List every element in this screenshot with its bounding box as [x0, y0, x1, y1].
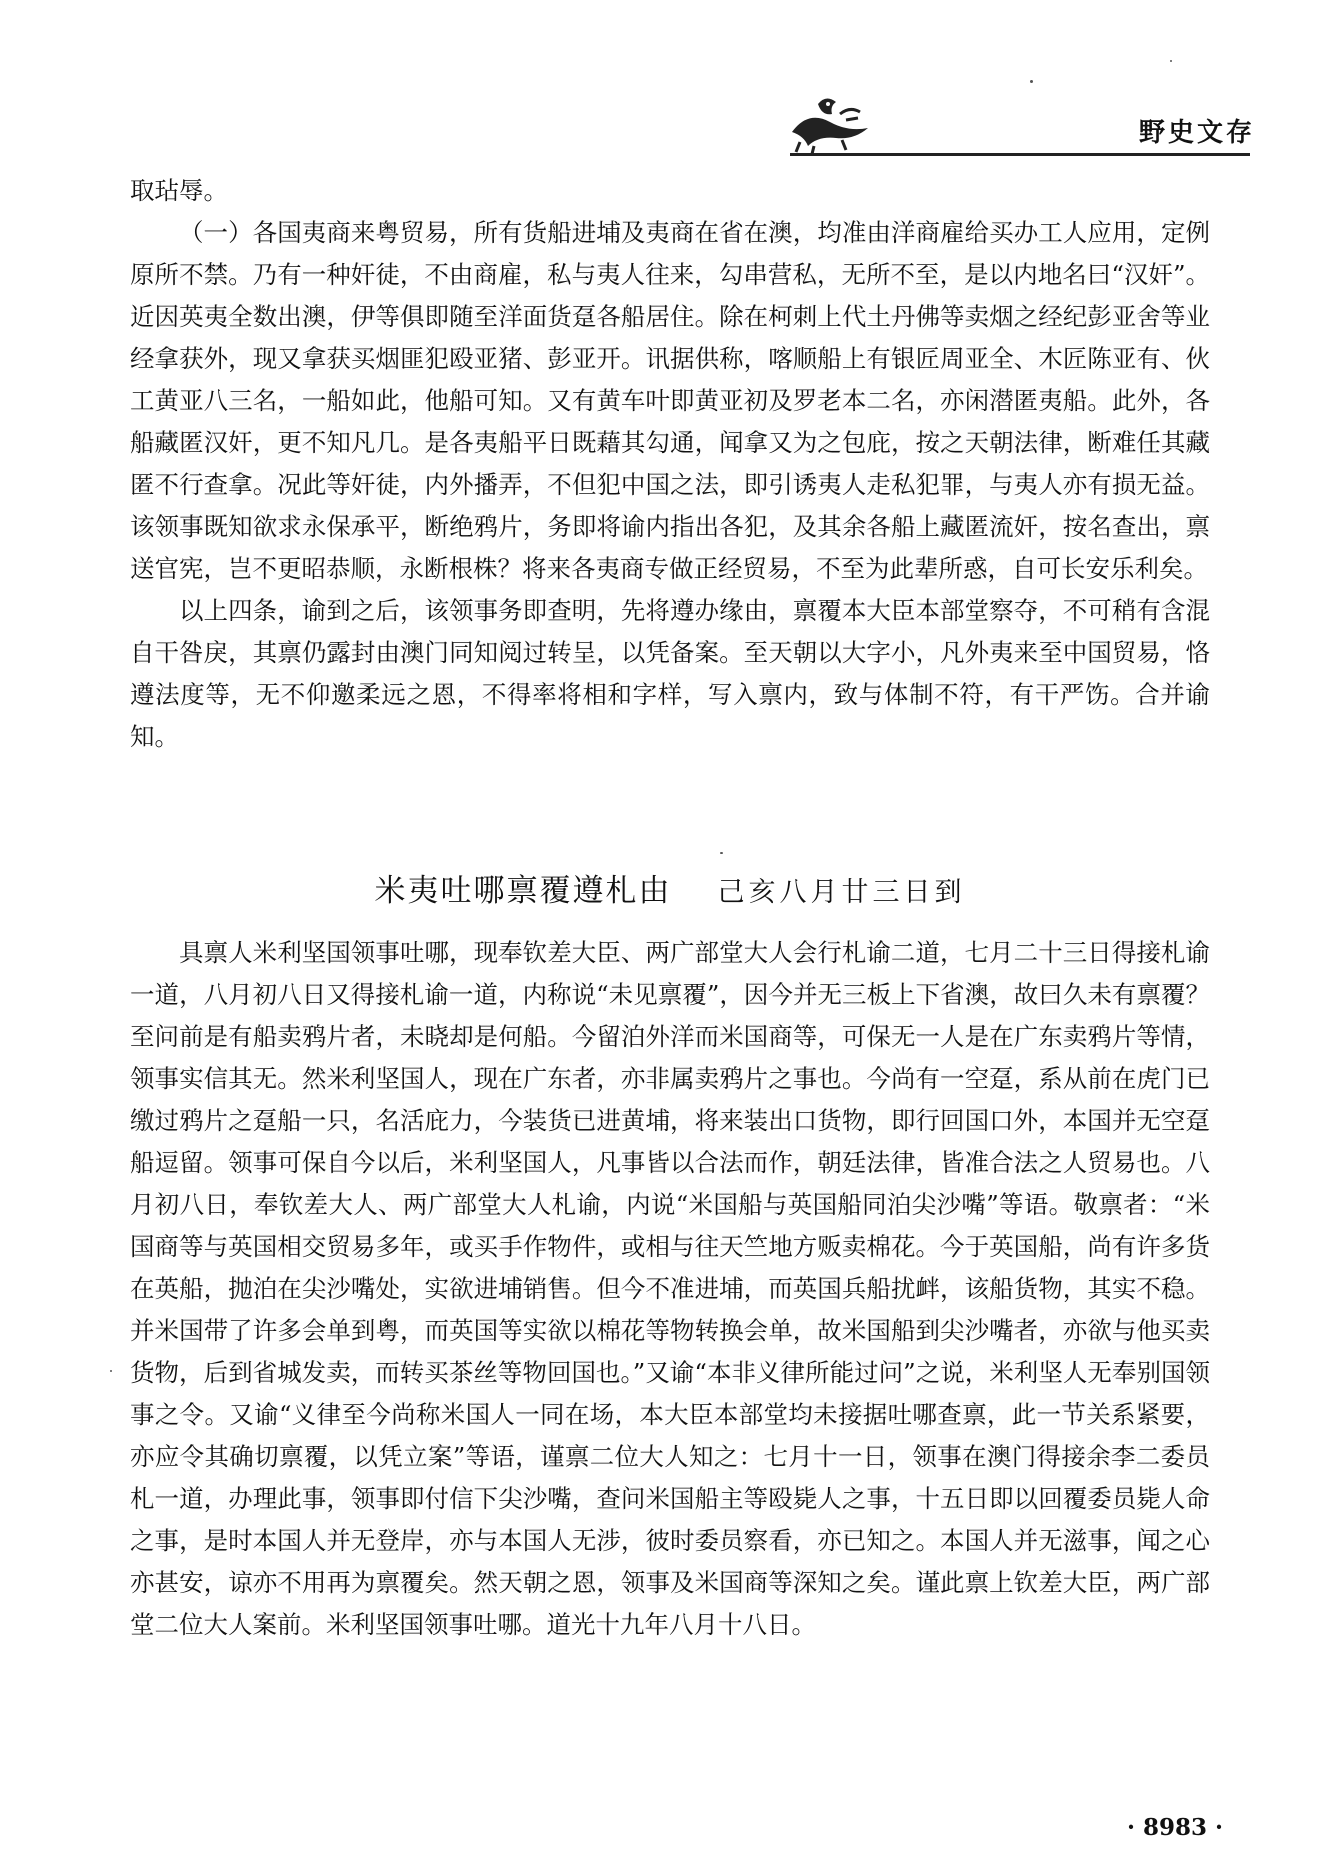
section-two-body: [130, 932, 1210, 1646]
page-number: · 8983 ·: [1126, 1814, 1224, 1841]
section-title: 米夷吐哪禀覆遵札由: [374, 873, 672, 909]
dragon-emblem-icon: [788, 92, 874, 156]
scan-speck: [1030, 80, 1033, 83]
paragraph: （一）各国夷商来粤贸易，所有货船进埔及夷商在省在澳，均准由洋商雇给买办工人应用，定例原所不禁。乃有一种奸徒，不由商雇，私与夷人往来，勾串营私，无所不至，是以内地名曰“汉奸”。近因英夷全数出澳，伊等俱即随至洋面货趸各船居住。除在柯刺上代土丹佛等卖烟之经纪彭亚舍等业经拿获外，现又拿获买烟匪犯殴亚猪、彭亚开。讯据供称，喀顺船上有银匠周亚全、木匠陈亚有、伙工黄亚八三名，一船如此，他船可知。又有黄车叶即黄亚初及罗老本二名，亦闲潜匿夷船。此外，各船藏匿汉奸，更不知凡几。是各夷船平日既藉其勾通，闻拿又为之包庇，按之天朝法律，断难任其藏匿不行查拿。况此等奸徒，内外播弄，不但犯中国之法，即引诱夷人走私犯罪，与夷人亦有损无益。该领事既知欲求永保承平，断绝鸦片，务即将谕内指出各犯，及其余各船上藏匿流奸，按名查出，禀送官宪，岂不更昭恭顺，永断根株？将来各夷商专做正经贸易，不至为此辈所惑，自可长安乐利矣。: [130, 218, 1210, 583]
section-date: 己亥八月廿三日到: [717, 877, 966, 908]
section-heading: [130, 865, 1210, 910]
running-header-title: 野史文存: [1138, 118, 1255, 148]
page-header: [0, 0, 1322, 170]
scan-speck: [1170, 60, 1172, 62]
section-one-body: [130, 170, 1210, 758]
paragraph: 取玷辱。: [130, 176, 228, 205]
scan-speck: [720, 852, 723, 854]
header-rule: [790, 153, 1250, 156]
paragraph: 以上四条，谕到之后，该领事务即查明，先将遵办缘由，禀覆本大臣本部堂察夺，不可稍有含混自干咎戾，其禀仍露封由澳门同知阅过转呈，以凭备案。至天朝以大字小，凡外夷来至中国贸易，恪遵法度等，无不仰邀柔远之恩，不得率将相和字样，写入禀内，致与体制不符，有干严饬。合并谕知。: [130, 596, 1210, 751]
scan-speck: [110, 1370, 112, 1372]
paragraph: 具禀人米利坚国领事吐哪，现奉钦差大臣、两广部堂大人会行札谕二道，七月二十三日得接札谕一道，八月初八日又得接札谕一道，内称说“未见禀覆”，因今并无三板上下省澳，故曰久未有禀覆？至问前是有船卖鸦片者，未晓却是何船。今留泊外洋而米国商等，可保无一人是在广东卖鸦片等情，领事实信其无。然米利坚国人，现在广东者，亦非属卖鸦片之事也。今尚有一空趸，系从前在虎门已缴过鸦片之趸船一只，名活庇力，今装货已进黄埔，将来装出口货物，即行回国口外，本国并无空趸船逗留。领事可保自今以后，米利坚国人，凡事皆以合法而作，朝廷法律，皆准合法之人贸易也。八月初八日，奉钦差大人、两广部堂大人札谕，内说“米国船与英国船同泊尖沙嘴”等语。敬禀者：“米国商等与英国相交贸易多年，或买手作物件，或相与往天竺地方贩卖棉花。今于英国船，尚有许多货在英船，抛泊在尖沙嘴处，实欲进埔销售。但今不准进埔，而英国兵船扰衅，该船货物，其实不稳。并米国带了许多会单到粤，而英国等实欲以棉花等物转换会单，故米国船到尖沙嘴者，亦欲与他买卖货物，后到省城发卖，而转买茶丝等物回国也。”又谕“本非义律所能过问”之说，米利坚人无奉别国领事之令。又谕“义律至今尚称米国人一同在场，本大臣本部堂均未接据吐哪查禀，此一节关系紧要，亦应令其确切禀覆，以凭立案”等语，谨禀二位大人知之：七月十一日，领事在澳门得接余李二委员札一道，办理此事，领事即付信下尖沙嘴，查问米国船主等殴毙人之事，十五日即以回覆委员毙人命之事，是时本国人并无登岸，亦与本国人无涉，彼时委员察看，亦已知之。本国人并无滋事，闻之心亦甚安，谅亦不用再为禀覆矣。然天朝之恩，领事及米国商等深知之矣。谨此禀上钦差大臣，两广部堂二位大人案前。米利坚国领事吐哪。道光十九年八月十八日。: [130, 938, 1210, 1639]
